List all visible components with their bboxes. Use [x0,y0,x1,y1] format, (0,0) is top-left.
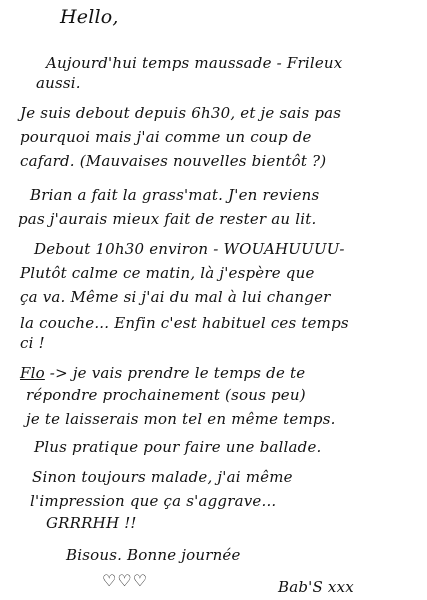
letter-line: Brian a fait la grass'mat. J'en reviens [30,186,320,204]
letter-line: ci ! [20,334,45,352]
letter-line: aussi. [36,74,81,92]
letter-line: Debout 10h30 environ - WOUAHUUUU- [34,240,345,258]
flo-line-rest: -> je vais prendre le temps de te [44,364,306,382]
letter-line: pas j'aurais mieux fait de rester au lit. [18,210,317,228]
closing: Bisous. Bonne journée [66,546,241,564]
signature: Bab'S xxx [278,578,354,596]
flo-name: Flo [20,364,45,382]
letter-line: cafard. (Mauvaises nouvelles bientôt ?) [20,152,327,170]
letter-line: la couche... Enfin c'est habituel ces temps [20,314,349,332]
greeting: Hello, [60,6,119,28]
letter-line: Je suis debout depuis 6h30, et je sais pas [20,104,342,122]
letter-line: ça va. Même si j'ai du mal à lui changer [20,288,331,306]
letter-line: Plus pratique pour faire une ballade. [34,438,322,456]
hearts-doodle: ♡♡♡ [102,571,149,590]
letter-line: Plutôt calme ce matin, là j'espère que [20,264,315,282]
letter-line: pourquoi mais j'ai comme un coup de [20,128,312,146]
letter-line: l'impression que ça s'aggrave... [30,492,277,510]
letter-line: répondre prochainement (sous peu) [26,386,306,404]
flo-line [20,364,305,382]
letter-line: Sinon toujours malade, j'ai même [32,468,293,486]
letter-line: GRRRHH !! [46,514,137,532]
letter-line: je te laisserais mon tel en même temps. [26,410,336,428]
letter-line: Aujourd'hui temps maussade - Frileux [46,54,343,72]
